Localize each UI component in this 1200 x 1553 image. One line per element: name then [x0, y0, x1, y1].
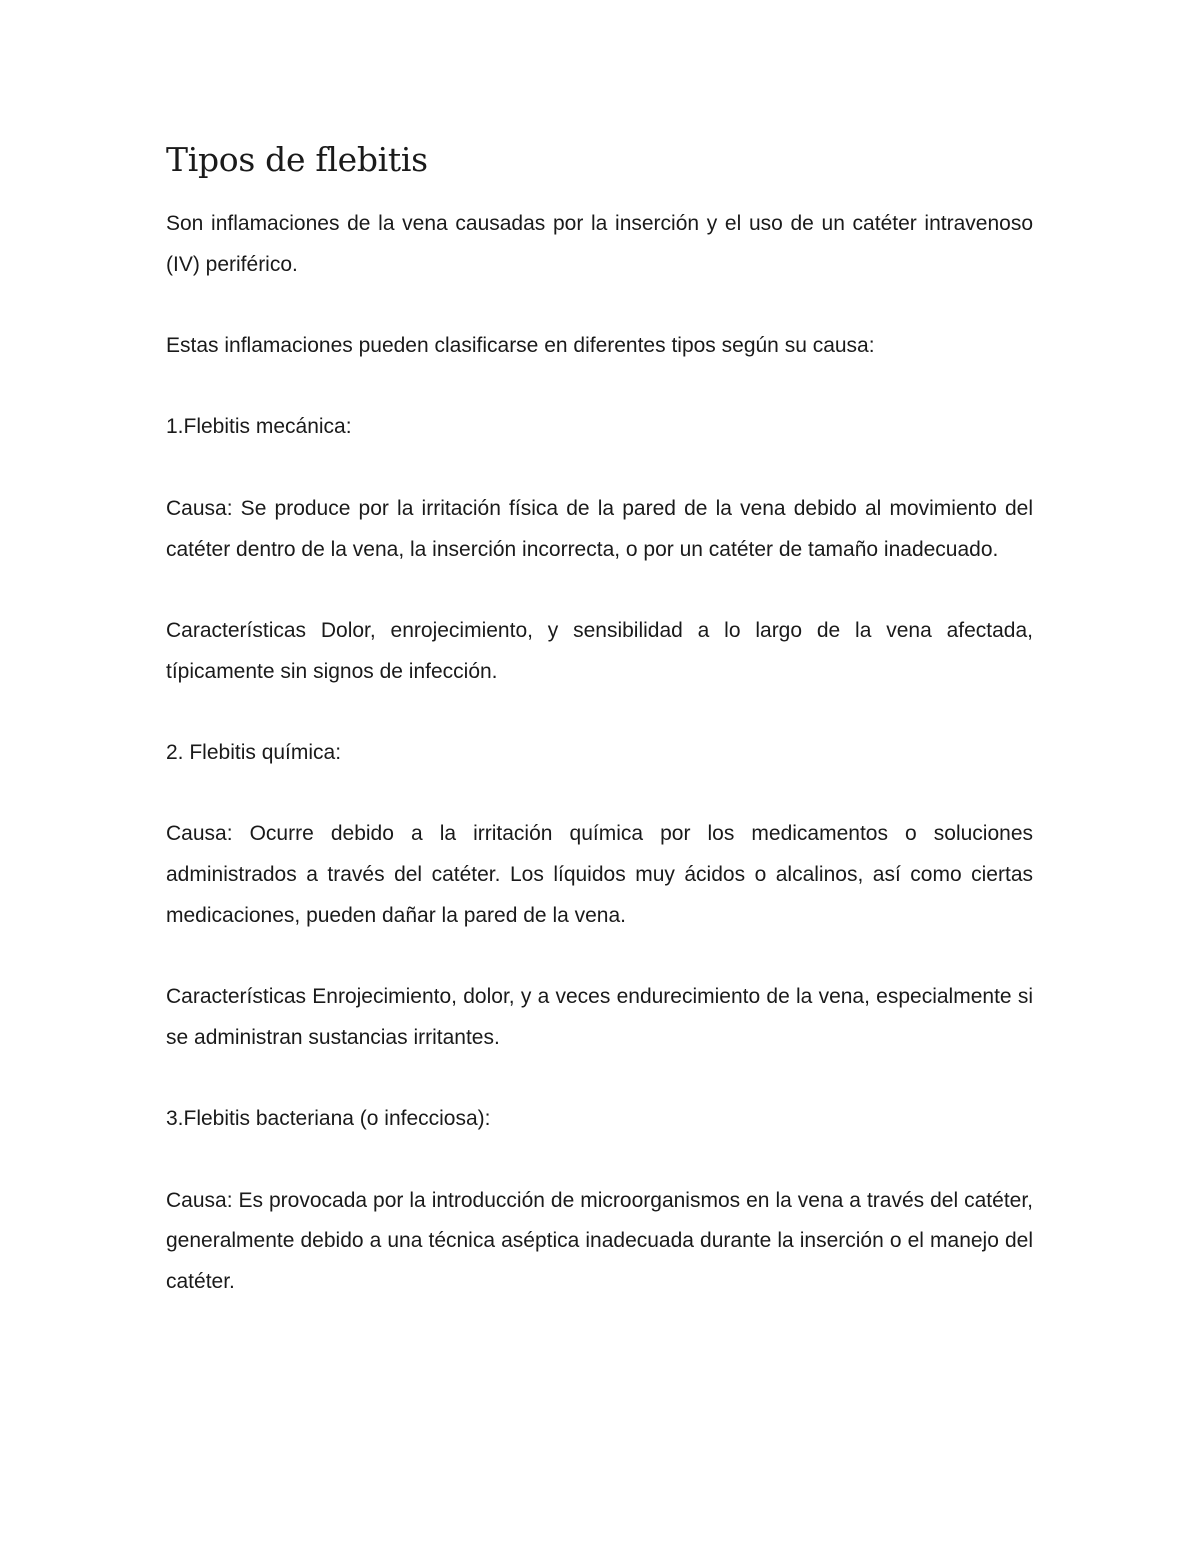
paragraph-mechanical-cause: Causa: Se produce por la irritación física de la pared de la vena debido al movimiento del catéter dentro de la vena, la inserción incorrecta, o por un catéter de tamaño inadecuado. [166, 496, 1033, 561]
paragraph-bacterial-cause: Causa: Es provocada por la introducción de microorganismos en la vena a través del catéter, generalmente debido a una técnica aséptica inadecuada durante la inserción o el manejo del catéter. [166, 1188, 1033, 1294]
paragraph-mechanical-features: Características Dolor, enrojecimiento, y sensibilidad a lo largo de la vena afectada, típicamente sin signos de infección. [166, 618, 1033, 683]
section-heading-mechanical: 1.Flebitis mecánica: [166, 415, 352, 439]
paragraph-chemical-features: Características Enrojecimiento, dolor, y a veces endurecimiento de la vena, especialmente si se administran sustancias irritantes. [166, 985, 1033, 1049]
section-heading-bacterial: 3.Flebitis bacteriana (o infecciosa): [166, 1107, 491, 1131]
paragraph-chemical-cause: Causa: Ocurre debido a la irritación química por los medicamentos o soluciones administrados a través del catéter. Los líquidos muy ácidos o alcalinos, así como ciertas medicaciones, pueden dañar la pared de la vena. [166, 822, 1033, 927]
paragraph-definition: Son inflamaciones de la vena causadas por la inserción y el uso de un catéter intravenoso (IV) periférico. [166, 212, 1033, 276]
document-content [166, 138, 1033, 1344]
paragraph-classification-intro: Estas inflamaciones pueden clasificarse en diferentes tipos según su causa: [166, 334, 875, 358]
section-heading-chemical: 2. Flebitis química: [166, 741, 342, 765]
document-title: Tipos de flebitis [166, 140, 428, 179]
